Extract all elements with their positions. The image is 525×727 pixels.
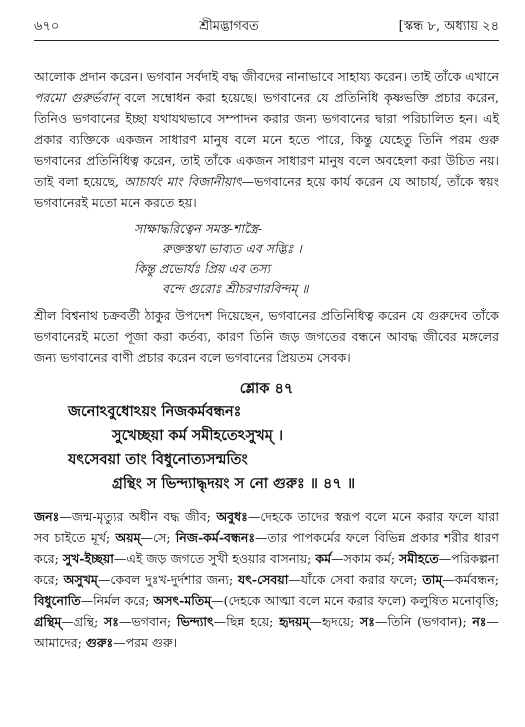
synonym-term: নঃ <box>472 614 487 629</box>
quote-line: কিন্তু প্রভোর্যঃ প্রিয় এব তস্য <box>134 261 270 276</box>
quoted-verse <box>34 219 499 299</box>
synonym-meaning: —এই জড় জগতে সুখী হওয়ার বাসনায়; <box>113 551 316 566</box>
sloka-line: যৎসেবয়া তাং বিধুনোত্যসন্মতিং <box>68 451 248 468</box>
synonym-meaning: —নির্মল করে; <box>80 593 154 608</box>
synonym-meaning: —ছিন্ন হয়ে; <box>213 614 280 629</box>
page-header <box>34 16 499 38</box>
synonym-meaning: —পরম গুরু। <box>113 635 178 650</box>
sloka-line: সুখেচ্ছয়া কর্ম সমীহতেঽসুখম্ । <box>112 427 284 444</box>
synonym-term: অসুখম্ <box>63 572 98 587</box>
italic-phrase: পরমো গুরুর্ভবান্ <box>34 90 119 105</box>
synonym-term: নিজ-কর্ম-বন্ধনঃ <box>175 530 255 545</box>
synonym-term: অয়ম্ <box>115 530 141 545</box>
quote-line: সাক্ষাদ্ধরিত্বেন সমস্ত-শাস্ত্রৈ- <box>134 221 263 236</box>
synonym-term: গ্রন্থিম্ <box>34 614 62 629</box>
synonym-term: গুরুঃ <box>85 635 114 650</box>
synonym-meaning: —জন্ম-মৃত্যুর অধীন বদ্ধ জীব; <box>59 509 217 524</box>
synonym-term: যৎ-সেবয়া <box>238 572 289 587</box>
italic-phrase: আচার্যং মাং বিজানীয়াৎ <box>124 174 242 189</box>
synonym-term: সঃ <box>104 614 119 629</box>
sloka-verse <box>34 400 499 496</box>
synonym-meaning: —কর্মবন্ধন; <box>442 572 499 587</box>
synonym-meaning: —দেহকে তাদের স্বরূপ বলে মনে করার ফলে যারা সব চাইতে মূর্খ; <box>34 509 499 545</box>
purport-paragraph-1 <box>34 66 499 213</box>
synonym-term: অবুধঃ <box>216 509 248 524</box>
synonym-term: অসৎ-মতিম্ <box>153 593 212 608</box>
synonym-term: বিধুনোতি <box>34 593 81 608</box>
book-title: শ্রীমদ্ভাগবত <box>199 18 259 34</box>
synonym-term: সমীহতে <box>399 551 439 566</box>
synonym-meaning: —কেবল দুঃখ-দুর্দশার জন্য; <box>97 572 238 587</box>
synonym-meaning: —হৃদয়ে; <box>309 614 361 629</box>
purport-text: আলোক প্রদান করেন। ভগবান সর্বদাই বদ্ধ জীবদের নানাভাবে সাহায্য করেন। তাই তাঁকে এখানে <box>34 69 499 84</box>
synonym-meaning: —তিনি (ভগবান); <box>374 614 473 629</box>
sloka-line: জনোঽবুধোঽয়ং নিজকর্মবন্ধনঃ <box>68 403 242 420</box>
synonym-term: হৃদয়ম্ <box>279 614 310 629</box>
synonym-meaning: —সে; <box>140 530 176 545</box>
synonyms-paragraph <box>34 506 499 653</box>
page-body <box>34 66 499 666</box>
synonym-term: সঃ <box>360 614 375 629</box>
synonym-term: সুখ-ইচ্ছয়া <box>62 551 114 566</box>
chapter-reference: [স্কন্ধ ৮, অধ্যায় ২৪ <box>398 18 499 34</box>
page-number: ৬৭০ <box>34 18 60 34</box>
header-divider <box>34 40 499 41</box>
purport-text: —ভগবানের হয়ে কার্য করেন যে আচার্য, তাঁকে স্বয়ং ভগবানেরই মতো মনে করতে হয়। <box>34 174 499 210</box>
quote-line: বন্দে গুরোঃ শ্রীচরণারবিন্দম্ ॥ <box>162 281 309 296</box>
synonym-meaning: —(দেহকে আত্মা বলে মনে করার ফলে) কলুষিত মনোবৃত্তি; <box>211 593 499 608</box>
synonym-term: ভিন্দ্যাৎ <box>176 614 214 629</box>
synonym-term: জনঃ <box>34 509 60 524</box>
sloka-title: শ্লোক ৪৭ <box>239 380 294 397</box>
purport-paragraph-2: শ্রীল বিশ্বনাথ চক্রবর্তী ঠাকুর উপদেশ দিয়েছেন, ভগবানের প্রতিনিধিত্ব করেন যে গুরুদেব তাঁকে ভগবানেরই মতো পূজা করা কর্তব্য, কারণ তিনি জড় জগতের বন্ধনে আবদ্ধ জীবের মঙ্গলের জন্য ভগবানের বাণী প্রচার করেন বলে ভগবানের প্রিয়তম সেবক। <box>34 308 499 365</box>
sloka-line: গ্রন্থিং স ভিন্দ্যাদ্ধৃদয়ং স নো গুরুঃ ॥ ৪৭ ॥ <box>112 475 356 492</box>
purport-text: বলে সম্বোধন করা হয়েছে। ভগবানের যে প্রতিনিধি কৃষ্ণভক্তি প্রচার করেন, তিনিও ভগবানের ইচ্ছা যথাযথভাবে সম্পাদন করার জন্য ভগবানের দ্বারা পরিচালিত হন। এই প্রকার ব্যক্তিকে একজন সাধারণ মানুষ বলে মনে হতে পারে, কিন্তু যেহেতু তিনি পরম গুরু ভগবানের প্রতিনিধিত্ব করেন, তাই তাঁকে একজন সাধারণ মানুষ বলে অবহেলা করা উচিত নয়। তাই বলা হয়েছে, <box>34 90 499 189</box>
synonym-meaning: —যাঁকে সেবা করার ফলে; <box>288 572 423 587</box>
quote-line: রুক্তস্তথা ভাব্যত এব সদ্ভিঃ । <box>162 241 302 256</box>
synonym-meaning: —সকাম কর্ম; <box>331 551 400 566</box>
synonym-meaning: —ভগবান; <box>118 614 177 629</box>
synonym-meaning: —তার পাপকর্মের ফলে বিভিন্ন প্রকার শরীর ধারণ করে; <box>34 530 499 566</box>
synonym-meaning: —আমাদের; <box>34 614 499 650</box>
synonym-meaning: —পরিকল্পনা করে; <box>34 551 499 587</box>
synonym-term: তাম্ <box>422 572 443 587</box>
synonym-meaning: —গ্রন্থি; <box>61 614 104 629</box>
synonym-term: কর্ম <box>315 551 332 566</box>
